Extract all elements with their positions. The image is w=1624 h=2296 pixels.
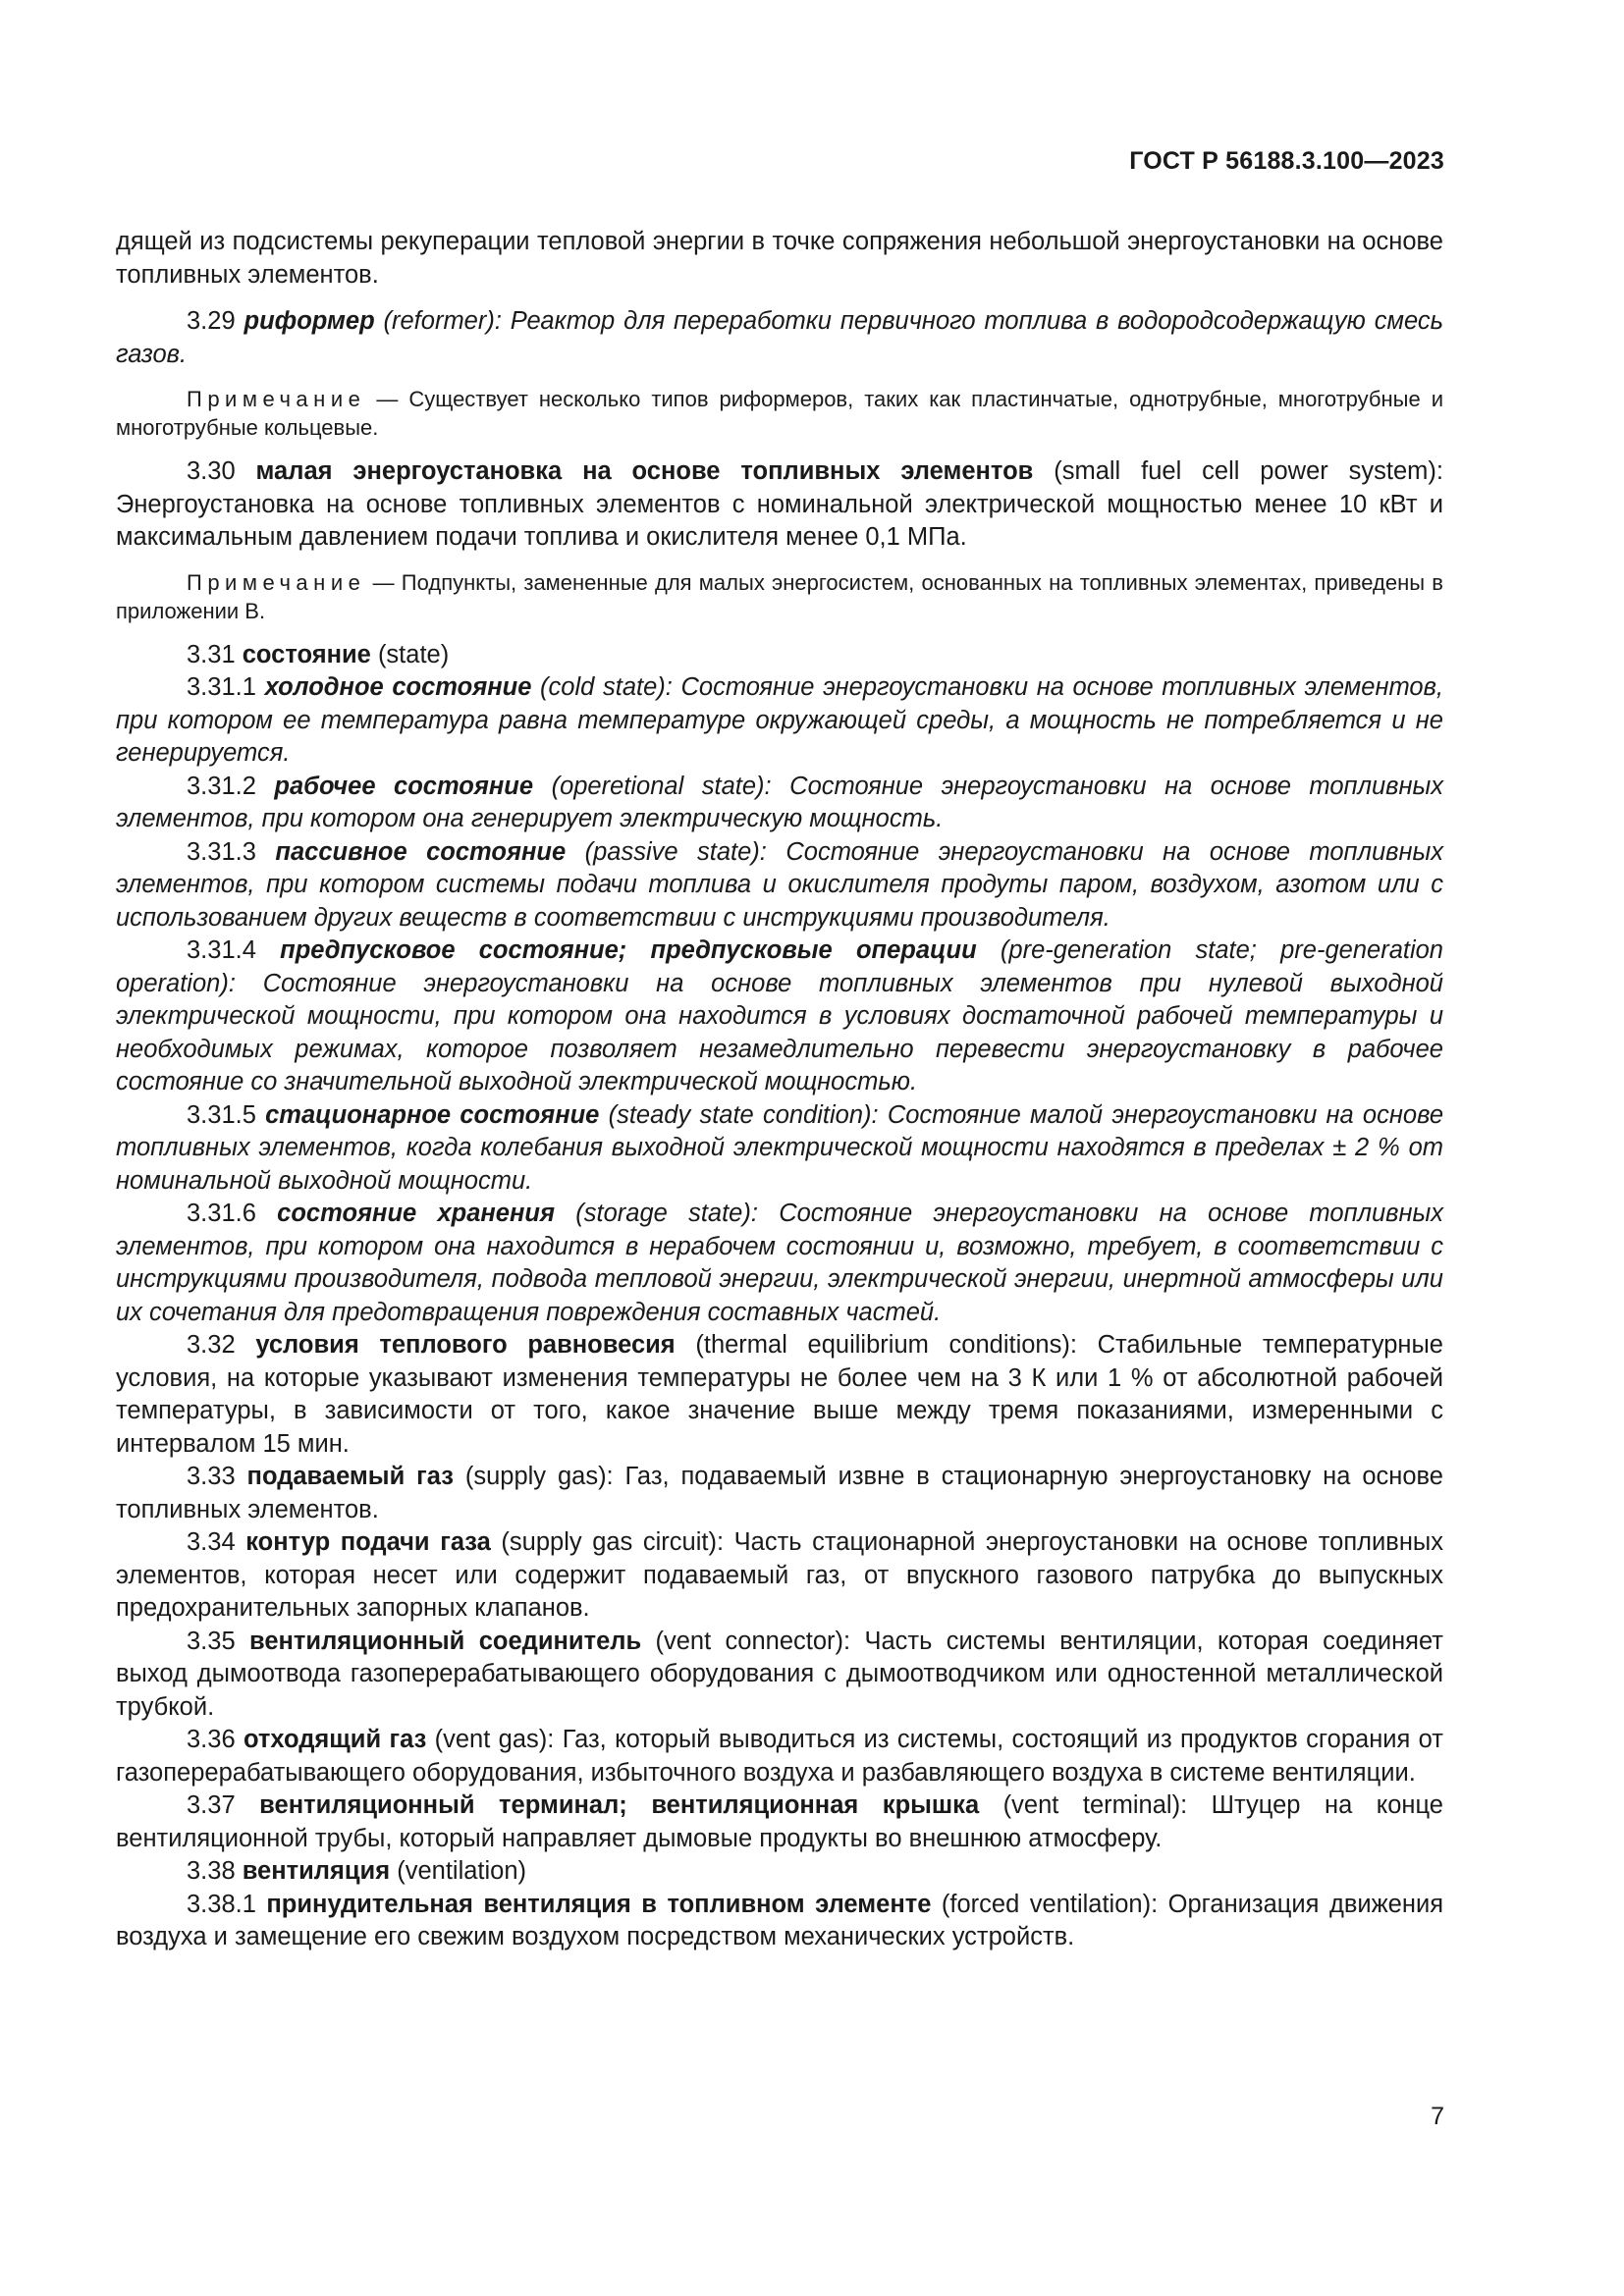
term-number: 3.33 [187, 1463, 247, 1490]
term-number: 3.29 [187, 307, 244, 335]
term-3-31 [116, 639, 1443, 672]
term-3-34 [116, 1526, 1443, 1626]
term-number: 3.35 [187, 1627, 249, 1655]
term-number: 3.38 [187, 1857, 243, 1885]
term-3-31-2 [116, 771, 1443, 836]
term-3-36 [116, 1724, 1443, 1789]
continuation-paragraph: дящей из подсистемы рекуперации тепловой энергии в точке сопряжения небольшой энергоустановки на основе топливных элементов. [116, 228, 1443, 289]
term-definition: (vent terminal): Штуцер на конце вентиляционной трубы, который направляет дымовые продукты во внешнюю атмосферу. [116, 1791, 1443, 1852]
term-english: (reformer): [374, 307, 511, 335]
term-definition: (vent connector): Часть системы вентиляции, которая соединяет выход дымоотвода газоперерабатывающего оборудования с дымоотводчиком или одностенной металлической трубкой. [116, 1627, 1443, 1721]
term-name: предпусковое состояние; предпусковые операции [280, 936, 977, 964]
term-definition: (thermal equilibrium conditions): Стабильные температурные условия, на которые указывают изменения температуры не более чем на 3 К или 1 % от абсолютной рабочей температуры, в зависимости от того, какое значение выше между тремя показаниями, измеренными с интервалом 15 мин. [116, 1331, 1443, 1458]
note-label: Примечание [187, 569, 366, 595]
term-name: риформер [244, 307, 375, 335]
term-name: контур подачи газа [245, 1528, 491, 1556]
term-english: (state) [370, 640, 450, 668]
term-number: 3.37 [187, 1791, 260, 1819]
term-3-31-4 [116, 934, 1443, 1099]
term-english: (small fuel cell power system): [1033, 457, 1443, 485]
term-definition: (operetional state): Состояние энергоустановки на основе топливных элементов, при котором она генерирует электрическую мощность. [116, 772, 1443, 832]
document-body [116, 226, 1443, 1954]
term-name: принудительная вентиляция в топливном элементе [266, 1890, 932, 1918]
term-name: состояние хранения [277, 1200, 555, 1227]
term-3-31-3 [116, 836, 1443, 935]
term-name: вентиляционный соединитель [249, 1627, 642, 1655]
term-definition: (forced ventilation): Организация движения воздуха и замещение его свежим воздухом посредством механических устройств. [116, 1890, 1443, 1950]
term-number: 3.30 [187, 457, 256, 485]
term-name: отходящий газ [243, 1726, 427, 1753]
term-definition: (vent gas): Газ, который выводиться из системы, состоящий из продуктов сгорания от газоперерабатывающего оборудования, избыточного воздуха и разбавляющего воздуха в системе вентиляции. [116, 1726, 1443, 1787]
term-number: 3.31.4 [187, 936, 281, 964]
term-3-37 [116, 1789, 1443, 1855]
term-name: условия теплового равновесия [255, 1331, 676, 1359]
term-3-32 [116, 1329, 1443, 1461]
term-3-33 [116, 1461, 1443, 1526]
term-definition: (steady state condition): Состояние малой энергоустановки на основе топливных элементов, когда колебания выходной электрической мощности находятся в пределах ± 2 % от номинальной выходной мощности. [116, 1100, 1443, 1195]
term-definition: Реактор для переработки первичного топлива в водородсодержащую смесь газов. [116, 307, 1443, 368]
term-3-31-5 [116, 1099, 1443, 1199]
term-name: стационарное состояние [265, 1100, 600, 1129]
term-number: 3.31.1 [187, 673, 265, 701]
term-3-38 [116, 1855, 1443, 1889]
note-text: — Существует несколько типов риформеров, таких как пластинчатые, однотрубные, многотрубные и многотрубные кольцевые. [116, 387, 1443, 440]
term-definition: (passive state): Состояние энергоустановки на основе топливных элементов, при котором системы подачи топлива и окислителя продуты паром, воздухом, азотом или с использованием других веществ в соответствии с инструкциями производителя. [116, 837, 1443, 932]
term-name: холодное состояние [264, 673, 532, 701]
term-3-29 [116, 305, 1443, 371]
term-3-38-1 [116, 1889, 1443, 1954]
term-definition: (cold state): Состояние энергоустановки на основе топливных элементов, при котором ее температура равна температуре окружающей среды, а мощность не потребляется и не генерируется. [116, 673, 1444, 767]
term-number: 3.31.2 [187, 772, 275, 800]
term-name: вентиляция [242, 1857, 391, 1885]
term-name: пассивное состояние [275, 837, 567, 866]
term-name: малая энергоустановка на основе топливных элементов [255, 457, 1034, 485]
term-3-31-1 [116, 671, 1443, 771]
term-name: подаваемый газ [246, 1463, 454, 1490]
term-number: 3.36 [187, 1726, 244, 1753]
term-definition: Энергоустановка на основе топливных элементов с номинальной электрической мощностью менее 10 кВт и максимальным давлением подачи топлива и окислителя менее 0,1 МПа. [116, 490, 1443, 551]
term-number: 3.31 [187, 640, 243, 668]
term-number: 3.34 [187, 1528, 246, 1556]
term-3-30 [116, 455, 1443, 555]
term-definition: (supply gas): Газ, подаваемый извне в стационарную энергоустановку на основе топливных элементов. [116, 1463, 1443, 1523]
page-number: 7 [1431, 2103, 1444, 2130]
document-header: ГОСТ Р 56188.3.100—2023 [1129, 147, 1444, 175]
term-definition: (supply gas circuit): Часть стационарной энергоустановки на основе топливных элементов, которая несет или содержит подаваемый газ, от впускного газового патрубка до выпускных предохранительных запорных клапанов. [116, 1528, 1443, 1622]
term-name: вентиляционный терминал; вентиляционная крышка [259, 1791, 980, 1819]
term-number: 3.31.5 [187, 1100, 266, 1129]
term-number: 3.32 [187, 1331, 256, 1359]
term-name: состояние [242, 640, 371, 668]
note-label: Примечание [187, 387, 366, 411]
term-3-31-6 [116, 1198, 1443, 1329]
term-english: (ventilation) [390, 1857, 527, 1885]
term-name: рабочее состояние [274, 772, 534, 800]
term-number: 3.31.6 [187, 1200, 278, 1227]
note-text: — Подпункты, замененные для малых энергосистем, основанных на топливных элементах, приведены в приложении В. [116, 569, 1443, 623]
term-3-35 [116, 1626, 1443, 1725]
note-1 [116, 385, 1443, 442]
term-number: 3.38.1 [187, 1890, 267, 1918]
term-definition: (storage state): Состояние энергоустановки на основе топливных элементов, при котором она находится в нерабочем состоянии и, возможно, требует, в соответствии с инструкциями производителя, подвода тепловой энергии, электрической энергии, инертной атмосферы или их сочетания для предотвращения повреждения составных частей. [116, 1200, 1444, 1326]
note-2 [116, 568, 1443, 625]
term-definition: (pre-generation state; pre-generation operation): Состояние энергоустановки на основе топливных элементов при нулевой выходной электрической мощности, при котором она находится в условиях достаточной рабочей температуры и необходимых режимах, которое позволяет незамедлительно перевести энергоустановку в рабочее состояние со значительной выходной электрической мощностью. [116, 936, 1443, 1095]
term-number: 3.31.3 [187, 837, 276, 866]
